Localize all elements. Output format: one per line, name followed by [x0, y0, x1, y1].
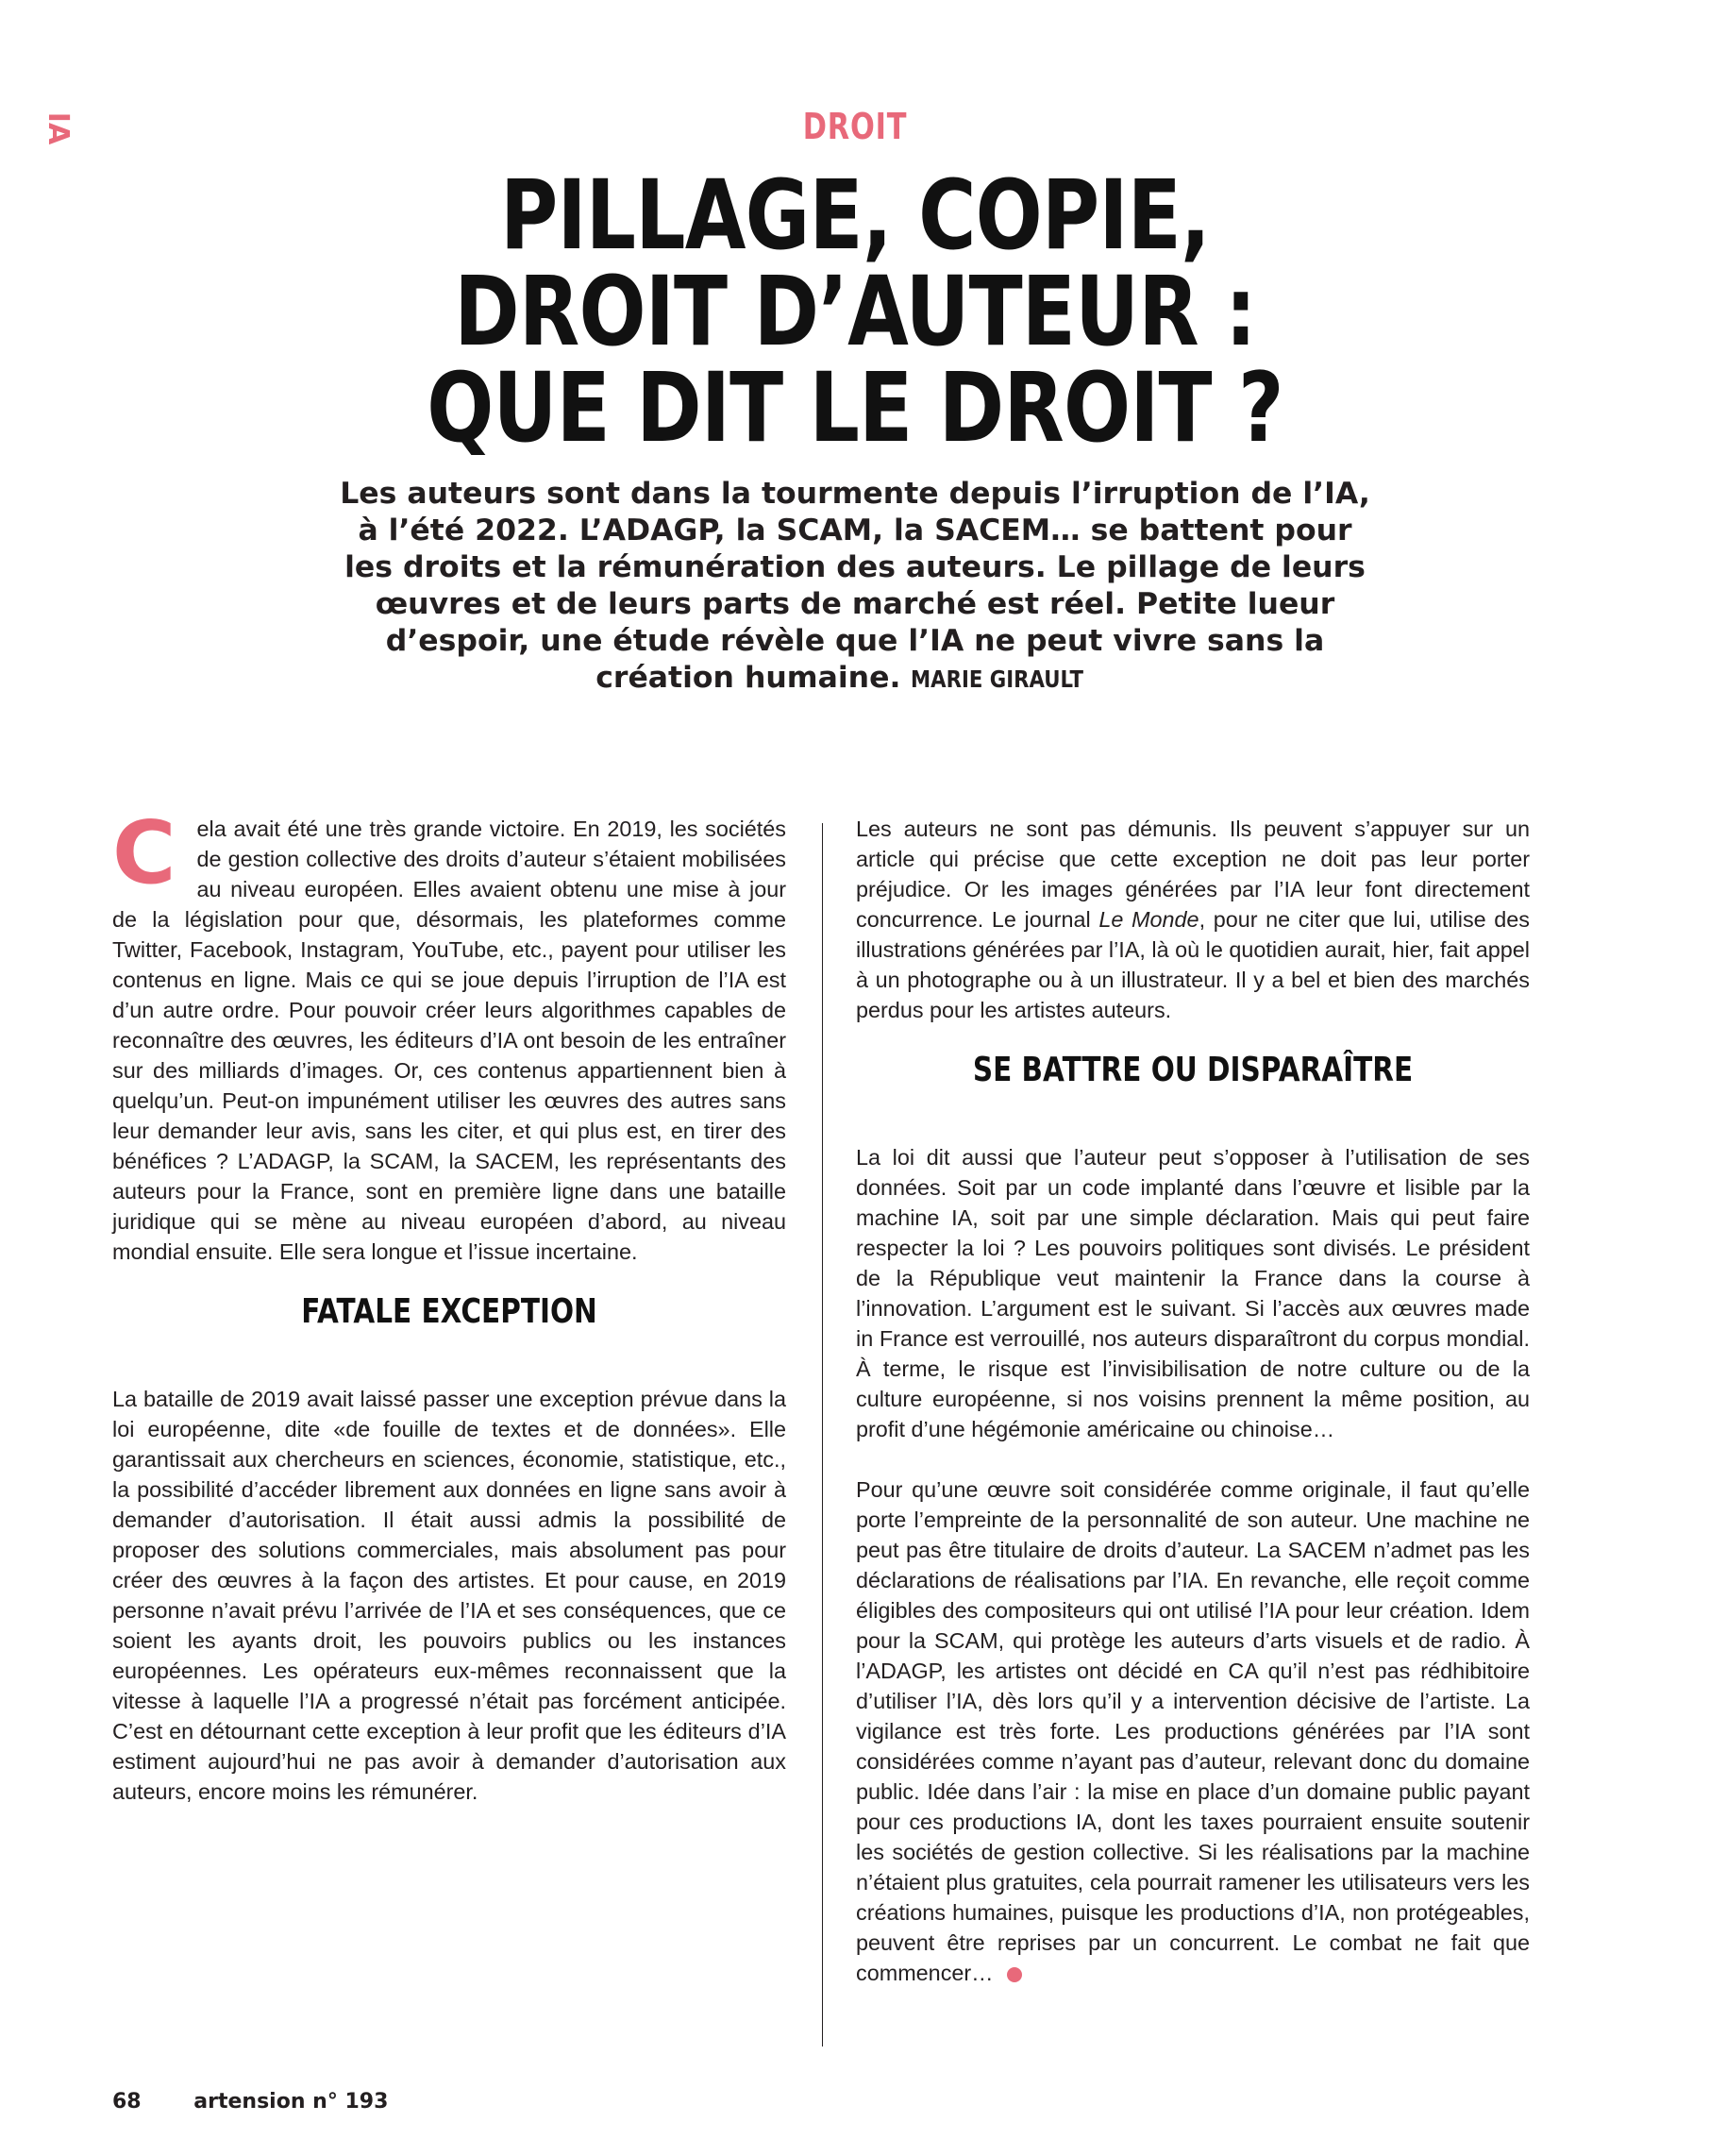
section-tag: IA	[42, 111, 75, 145]
left-column	[112, 802, 786, 1807]
intro-paragraph-text: ela avait été une très grande victoire. En 2019, les sociétés de gestion collective des droits d’auteur s’étaient mobilisées au niveau européen. Elles avaient obtenu une mise à jour de la législation pour que, désormais, les plateformes comme Twitter, Facebook, Instagram, YouTube, etc., payent pour utiliser les contenus en ligne. Mais ce qui se joue depuis l’irruption de l’IA est d’un autre ordre. Pour pouvoir créer leurs algorithmes capables de reconnaître des œuvres, les éditeurs d’IA ont besoin de les entraîner sur des milliards d’images. Or, ces contenus appartiennent bien à quelqu’un. Peut-on impunément utiliser les œuvres des autres sans leur demander leur avis, sans les citer, et qui plus est, en tirer des bénéfices ? L’ADAGP, la SCAM, la SACEM, les représentants des auteurs pour la France, sont en première ligne dans une bataille juridique qui se mène au niveau européen d’abord, au niveau mondial ensuite. Elle sera longue et l’issue incertaine.	[112, 817, 786, 1264]
headline-line-1: PILLAGE, COPIE,	[500, 160, 1210, 272]
headline-line-3: QUE DIT LE DROIT ?	[427, 352, 1283, 464]
page-footer	[112, 2090, 388, 2114]
page-number: 68	[112, 2090, 142, 2114]
newspaper-title: Le Monde	[1098, 907, 1199, 932]
lead-text: Les auteurs sont dans la tourmente depuis l’irruption de l’IA, à l’été 2022. L’ADAGP, la SCAM, la SACEM… se battent pour les droits et la rémunération des auteurs. Le pillage de leurs œuvres et de leurs parts de marché est réel. Petite lueur d’espoir, une étude révèle que l’IA ne peut vivre sans la création humaine.	[340, 477, 1370, 695]
rubric-label: DROIT	[802, 106, 908, 147]
dropcap-letter: C	[112, 802, 176, 903]
intro-paragraph	[112, 802, 786, 1267]
paragraph-originalite-text: Pour qu’une œuvre soit considérée comme originale, il faut qu’elle porte l’empreinte de la personnalité de son auteur. Une machine ne peut pas être titulaire de droits d’auteur. La SACEM n’admet pas les déclarations de réalisations par l’IA. En revanche, elle reçoit comme éligibles des compositeurs qui ont utilisé l’IA pour leur création. Idem pour la SCAM, qui protège les auteurs d’arts visuels et de radio. À l’ADAGP, les artistes ont décidé en CA qu’il n’est pas rédhibitoire d’utiliser l’IA, dès lors qu’il y a intervention décisive de l’artiste. La vigilance est très forte. Les productions générées par l’IA sont considérées comme n’ayant pas d’auteur, relevant donc du domaine public. Idée dans l’air : la mise en place d’un domaine public payant pour ces productions IA, dont les taxes pourraient ensuite soutenir les sociétés de gestion collective. Si les réalisations par la machine n’étaient plus gratuites, cela pourrait ramener les utilisateurs vers les créations humaines, puisque les productions d’IA, non protégeables, peuvent être reprises par un concurrent. Le combat ne fait que commencer…	[856, 1477, 1530, 1985]
paragraph-exception: La bataille de 2019 avait laissé passer une exception prévue dans la loi européenne, dite «de fouille de textes et de données». Elle garantissait aux chercheurs en sciences, économie, statistique, etc., la possibilité d’accéder librement aux données en ligne sans avoir à demander d’autorisation. Il était aussi admis la possibilité de proposer des solutions commerciales, mais absolument pas pour créer des œuvres à la façon des artistes. Et pour cause, en 2019 personne n’avait prévu l’arrivée de l’IA et ses conséquences, que ce soient les ayants droit, les pouvoirs publics ou les instances européennes. Les opérateurs eux-mêmes reconnaissent que la vitesse à laquelle l’IA a progressé n’était pas forcément anticipée. C’est en détournant cette exception à leur profit que les éditeurs d’IA estiment aujourd’hui ne pas avoir à demander d’autorisation aux auteurs, encore moins les rémunérer.	[112, 1387, 786, 1804]
subheading-fatale-exception: FATALE EXCEPTION	[301, 1292, 597, 1331]
column-divider	[822, 823, 823, 2047]
article-lead	[336, 476, 1374, 698]
paragraph-auteurs-end: , pour ne citer que lui, utilise des illustrations générées par l’IA, là où le quotidien aurait, hier, fait appel à un photographe ou à un illustrateur. Il y a bel et bien des marchés perdus pour les artistes auteurs.	[856, 907, 1530, 1022]
paragraph-auteurs-start: Les auteurs ne sont pas démunis. Ils peuvent s’appuyer sur un article qui précise que cette exception ne doit pas leur porter préjudice. Or les images générées par l’IA leur font directement concurrence. Le journal	[856, 817, 1530, 932]
paragraph-auteurs	[856, 814, 1530, 1025]
subheading-se-battre: SE BATTRE OU DISPARAÎTRE	[972, 1051, 1414, 1089]
right-column	[856, 814, 1530, 1988]
publication-name: artension n° 193	[193, 2090, 389, 2114]
end-of-article-dot-icon	[1007, 1967, 1022, 1982]
paragraph-loi: La loi dit aussi que l’auteur peut s’opposer à l’utilisation de ses données. Soit par un code implanté dans l’œuvre et lisible par la machine IA, soit par une simple déclaration. Mais qui peut faire respecter la loi ? Les pouvoirs politiques sont divisés. Le président de la République veut maintenir la France dans la course à l’innovation. L’argument est le suivant. Si l’accès aux œuvres made in France est verrouillé, nos auteurs disparaîtront du corpus mondial. À terme, le risque est l’invisibilisation de notre culture ou de la culture européenne, si nos voisins prennent la même position, au profit d’une hégémonie américaine ou chinoise…	[856, 1145, 1530, 1441]
paragraph-spacer	[856, 1444, 1530, 1474]
author-byline: MARIE GIRAULT	[911, 665, 1084, 693]
article-headline	[313, 160, 1397, 464]
paragraph-originalite	[856, 1474, 1530, 1988]
headline-line-2: DROIT D’AUTEUR :	[454, 256, 1256, 368]
